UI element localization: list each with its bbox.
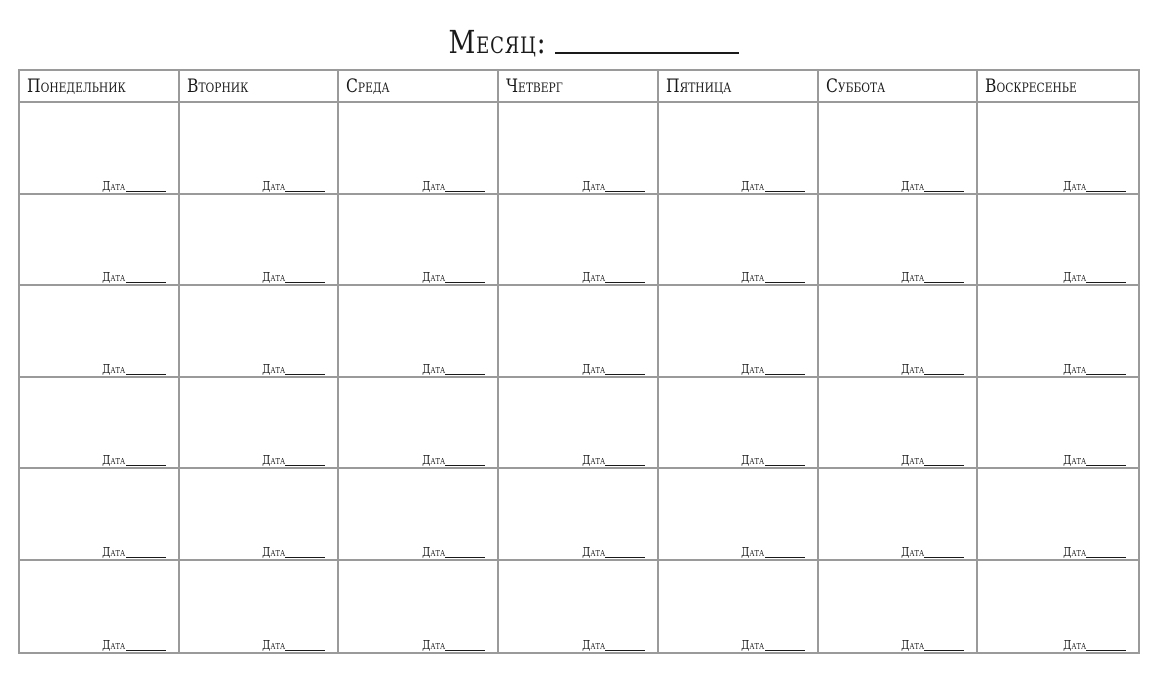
date-label: Дата [1062,453,1086,467]
date-fill-line[interactable] [445,557,485,558]
day-cell[interactable] [20,195,180,287]
date-label: Дата [581,544,605,559]
date-fill-line[interactable] [765,465,805,466]
weekday-header [499,71,659,103]
date-label: Дата [741,453,765,467]
date-fill-line[interactable] [126,191,166,192]
date-fill-line[interactable] [285,465,325,466]
day-cell[interactable] [339,378,499,470]
date-field [897,454,964,466]
day-cell[interactable] [499,195,659,287]
date-label: Дата [422,453,446,467]
day-cell[interactable] [978,286,1138,378]
day-cell[interactable] [659,561,819,653]
date-fill-line[interactable] [285,191,325,192]
date-field [98,180,165,192]
date-label: Дата [102,544,126,559]
date-label: Дата [262,361,286,376]
date-field [258,271,325,283]
date-label: Дата [262,270,286,284]
weekday-label: Среда [346,75,391,97]
date-field [578,639,645,651]
date-label: Дата [1062,638,1086,652]
date-label: Дата [901,638,925,652]
day-cell[interactable] [659,286,819,378]
day-cell[interactable] [339,195,499,287]
weekday-header [180,71,340,103]
date-fill-line[interactable] [765,191,805,192]
date-fill-line[interactable] [1086,282,1126,283]
date-field [737,271,804,283]
date-label: Дата [422,361,446,376]
date-label: Дата [901,178,925,193]
weekday-label: Вторник [186,75,249,97]
date-fill-line[interactable] [605,282,645,283]
date-field [418,271,485,283]
date-field [578,546,645,558]
date-field [578,363,645,375]
date-fill-line[interactable] [605,557,645,558]
day-cell[interactable] [339,103,499,195]
day-cell[interactable] [180,378,340,470]
date-fill-line[interactable] [445,374,485,375]
date-fill-line[interactable] [126,557,166,558]
date-field [98,546,165,558]
date-fill-line[interactable] [126,465,166,466]
date-fill-line[interactable] [605,374,645,375]
date-fill-line[interactable] [285,557,325,558]
date-label: Дата [741,638,765,652]
date-fill-line[interactable] [765,650,805,651]
day-cell[interactable] [180,469,340,561]
day-cell[interactable] [180,561,340,653]
day-cell[interactable] [978,561,1138,653]
date-label: Дата [262,453,286,467]
weekday-header [659,71,819,103]
day-cell[interactable] [339,286,499,378]
date-fill-line[interactable] [1086,465,1126,466]
date-fill-line[interactable] [765,282,805,283]
date-field [578,180,645,192]
date-field [737,454,804,466]
date-fill-line[interactable] [445,191,485,192]
date-label: Дата [102,453,126,467]
date-label: Дата [741,270,765,284]
day-cell[interactable] [978,103,1138,195]
date-fill-line[interactable] [126,650,166,651]
date-label: Дата [262,178,286,193]
date-fill-line[interactable] [765,557,805,558]
date-fill-line[interactable] [605,650,645,651]
date-field [258,180,325,192]
date-field [578,271,645,283]
weekday-label: Четверг [506,75,563,97]
date-field [418,454,485,466]
date-field [897,180,964,192]
day-cell[interactable] [819,378,979,470]
date-label: Дата [901,544,925,559]
date-label: Дата [422,270,446,284]
date-field [737,639,804,651]
date-fill-line[interactable] [924,650,964,651]
date-fill-line[interactable] [924,465,964,466]
date-fill-line[interactable] [924,374,964,375]
date-fill-line[interactable] [605,191,645,192]
date-label: Дата [741,361,765,376]
weekday-label: Понедельник [27,75,126,97]
weekday-label: Суббота [825,75,885,97]
date-field [897,271,964,283]
day-cell[interactable] [499,103,659,195]
date-fill-line[interactable] [1086,557,1126,558]
day-cell[interactable] [659,469,819,561]
date-field [1059,363,1126,375]
date-field [98,363,165,375]
date-label: Дата [581,453,605,467]
date-label: Дата [422,178,446,193]
day-cell[interactable] [978,195,1138,287]
date-label: Дата [262,638,286,652]
day-cell[interactable] [819,103,979,195]
date-field [737,363,804,375]
day-cell[interactable] [20,469,180,561]
day-cell[interactable] [659,103,819,195]
date-label: Дата [102,270,126,284]
date-fill-line[interactable] [126,282,166,283]
date-fill-line[interactable] [285,282,325,283]
date-field [1059,180,1126,192]
day-cell[interactable] [499,286,659,378]
day-cell[interactable] [659,378,819,470]
date-label: Дата [262,544,286,559]
date-label: Дата [422,544,446,559]
weekday-header [339,71,499,103]
date-label: Дата [901,453,925,467]
date-label: Дата [102,361,126,376]
calendar-grid [18,69,1140,654]
date-label: Дата [1062,544,1086,559]
date-field [258,546,325,558]
date-fill-line[interactable] [445,650,485,651]
day-cell[interactable] [499,561,659,653]
date-label: Дата [741,178,765,193]
date-field [98,639,165,651]
day-cell[interactable] [499,469,659,561]
weekday-label: Воскресенье [985,75,1078,97]
date-fill-line[interactable] [765,374,805,375]
day-cell[interactable] [978,469,1138,561]
date-label: Дата [422,638,446,652]
date-label: Дата [1062,270,1086,284]
date-field [98,271,165,283]
date-field [897,639,964,651]
date-field [737,180,804,192]
date-label: Дата [581,178,605,193]
day-cell[interactable] [20,103,180,195]
day-cell[interactable] [819,195,979,287]
day-cell[interactable] [978,378,1138,470]
date-field [578,454,645,466]
date-field [1059,271,1126,283]
date-field [897,363,964,375]
date-fill-line[interactable] [285,650,325,651]
date-field [258,639,325,651]
date-field [418,639,485,651]
date-fill-line[interactable] [445,282,485,283]
date-fill-line[interactable] [1086,191,1126,192]
month-fill-line[interactable] [555,52,739,54]
date-field [418,363,485,375]
date-field [1059,454,1126,466]
weekday-header [978,71,1138,103]
day-cell[interactable] [20,286,180,378]
date-field [98,454,165,466]
day-cell[interactable] [20,561,180,653]
date-field [258,363,325,375]
day-cell[interactable] [499,378,659,470]
date-label: Дата [1062,178,1086,193]
day-cell[interactable] [180,195,340,287]
date-field [418,546,485,558]
date-fill-line[interactable] [1086,650,1126,651]
day-cell[interactable] [20,378,180,470]
date-fill-line[interactable] [285,374,325,375]
date-label: Дата [581,270,605,284]
date-fill-line[interactable] [924,557,964,558]
date-fill-line[interactable] [924,191,964,192]
date-fill-line[interactable] [924,282,964,283]
date-label: Дата [1062,361,1086,376]
weekday-header [819,71,979,103]
date-label: Дата [581,638,605,652]
date-field [897,546,964,558]
day-cell[interactable] [339,561,499,653]
date-label: Дата [901,361,925,376]
date-fill-line[interactable] [605,465,645,466]
date-fill-line[interactable] [445,465,485,466]
day-cell[interactable] [180,286,340,378]
date-field [418,180,485,192]
date-field [737,546,804,558]
day-cell[interactable] [339,469,499,561]
day-cell[interactable] [659,195,819,287]
date-label: Дата [581,361,605,376]
date-fill-line[interactable] [126,374,166,375]
day-cell[interactable] [819,561,979,653]
date-field [1059,639,1126,651]
date-label: Дата [102,638,126,652]
day-cell[interactable] [180,103,340,195]
day-cell[interactable] [819,469,979,561]
day-cell[interactable] [819,286,979,378]
date-label: Дата [102,178,126,193]
date-fill-line[interactable] [1086,374,1126,375]
month-label: Месяц: [448,23,547,61]
date-label: Дата [741,544,765,559]
date-field [258,454,325,466]
weekday-header [20,71,180,103]
date-field [1059,546,1126,558]
month-title-row [0,12,1166,61]
date-label: Дата [901,270,925,284]
weekday-label: Пятница [665,75,732,97]
